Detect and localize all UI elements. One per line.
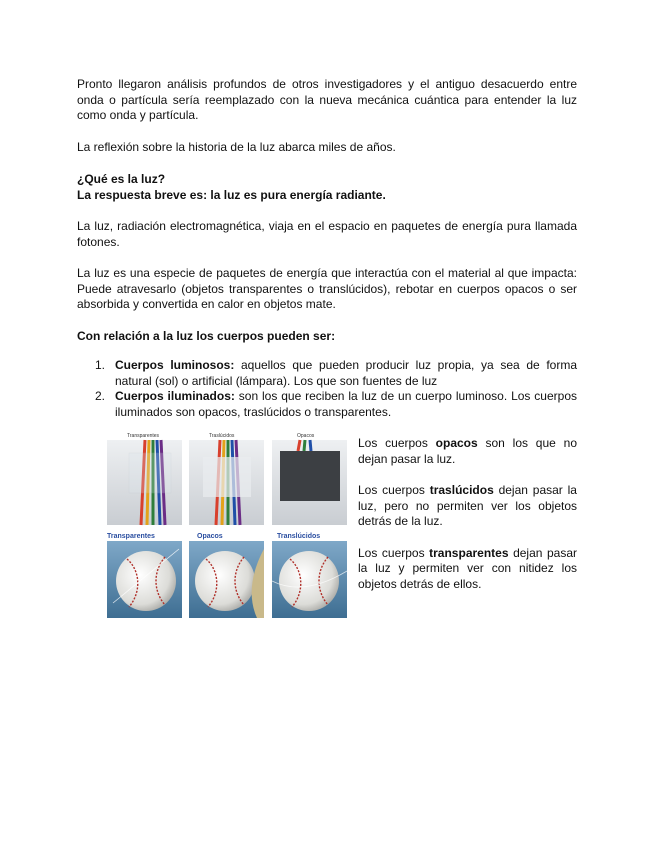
paragraph-photons: La luz, radiación electromagnética, viaja en el espacio en paquetes de energía pura llamada fotones. [77, 219, 577, 249]
desc-text: Los cuerpos [358, 545, 430, 560]
panel-label: Opacos [197, 533, 223, 540]
list-number: 2. [95, 389, 106, 403]
ball-panel-opaque [189, 533, 264, 618]
heading-short-answer: La respuesta breve es: la luz es pura energía radiante. [77, 187, 386, 202]
bodies-list [77, 358, 577, 420]
desc-term: transparentes [429, 545, 509, 560]
desc-text: Los cuerpos [358, 483, 430, 497]
panel-label: Transparentes [127, 433, 160, 439]
list-number: 1. [95, 358, 106, 372]
list-text: son los que reciben la luz de un cuerpo luminoso. Los cuerpos iluminados son opacos, traslúcidos o transparentes. [115, 389, 577, 419]
wires-panel-transparent [107, 433, 182, 525]
figure-illustration [107, 431, 347, 618]
paragraph-energy-packets: La luz es una especie de paquetes de energía que interactúa con el material al que impacta: Puede atravesarlo (objetos transparentes o translúcidos), rebotar en cuerpos opacos o ser absorbida y convertida en calor en objetos mate. [77, 266, 577, 311]
paragraph-wave-particle: Pronto llegaron análisis profundos de otros investigadores y el antiguo desacuerdo entre onda o partícula sería reemplazado con la nueva mecánica cuántica para entender la luz como onda y partícula. [77, 77, 577, 122]
panel-label: Transparentes [107, 533, 155, 540]
desc-opaque [358, 436, 577, 467]
wires-panel-opaque [272, 433, 347, 525]
ball-panel-translucent [272, 533, 347, 618]
desc-term: opacos [435, 436, 478, 450]
panel-label: Opacos [297, 433, 315, 439]
desc-text: dejan pasar la luz, pero no permiten ver los objetos detrás de la luz. [358, 483, 577, 528]
side-descriptions [358, 436, 577, 592]
desc-text: Los cuerpos [358, 436, 436, 450]
light-bodies-figure [107, 431, 347, 618]
desc-text: son los que no dejan pasar la luz. [358, 436, 577, 466]
paragraph-history: La reflexión sobre la historia de la luz abarca miles de años. [77, 139, 396, 154]
list-term: Cuerpos iluminados: [115, 389, 235, 403]
panel-label: Traslúcidos [209, 433, 235, 439]
list-item [77, 389, 577, 420]
wires-panel-translucent [189, 433, 264, 525]
heading-bodies: Con relación a la luz los cuerpos pueden ser: [77, 328, 336, 343]
desc-translucent [358, 483, 577, 530]
ball-panel-transparent [107, 533, 182, 618]
desc-transparent [358, 546, 577, 593]
heading-what-is-light: ¿Qué es la luz? [77, 172, 166, 186]
document-body [77, 77, 577, 420]
list-term: Cuerpos luminosos: [115, 358, 235, 372]
panel-label: Translúcidos [277, 533, 321, 540]
desc-text: dejan pasar la luz y permiten ver con nitidez los objetos detrás de ellos. [358, 545, 577, 591]
desc-term: traslúcidos [429, 483, 494, 497]
list-item [77, 358, 577, 389]
list-text: aquellos que pueden producir luz propia, ya sea de forma natural (sol) o artificial (lámpara). Los que son fuentes de luz [115, 358, 577, 388]
